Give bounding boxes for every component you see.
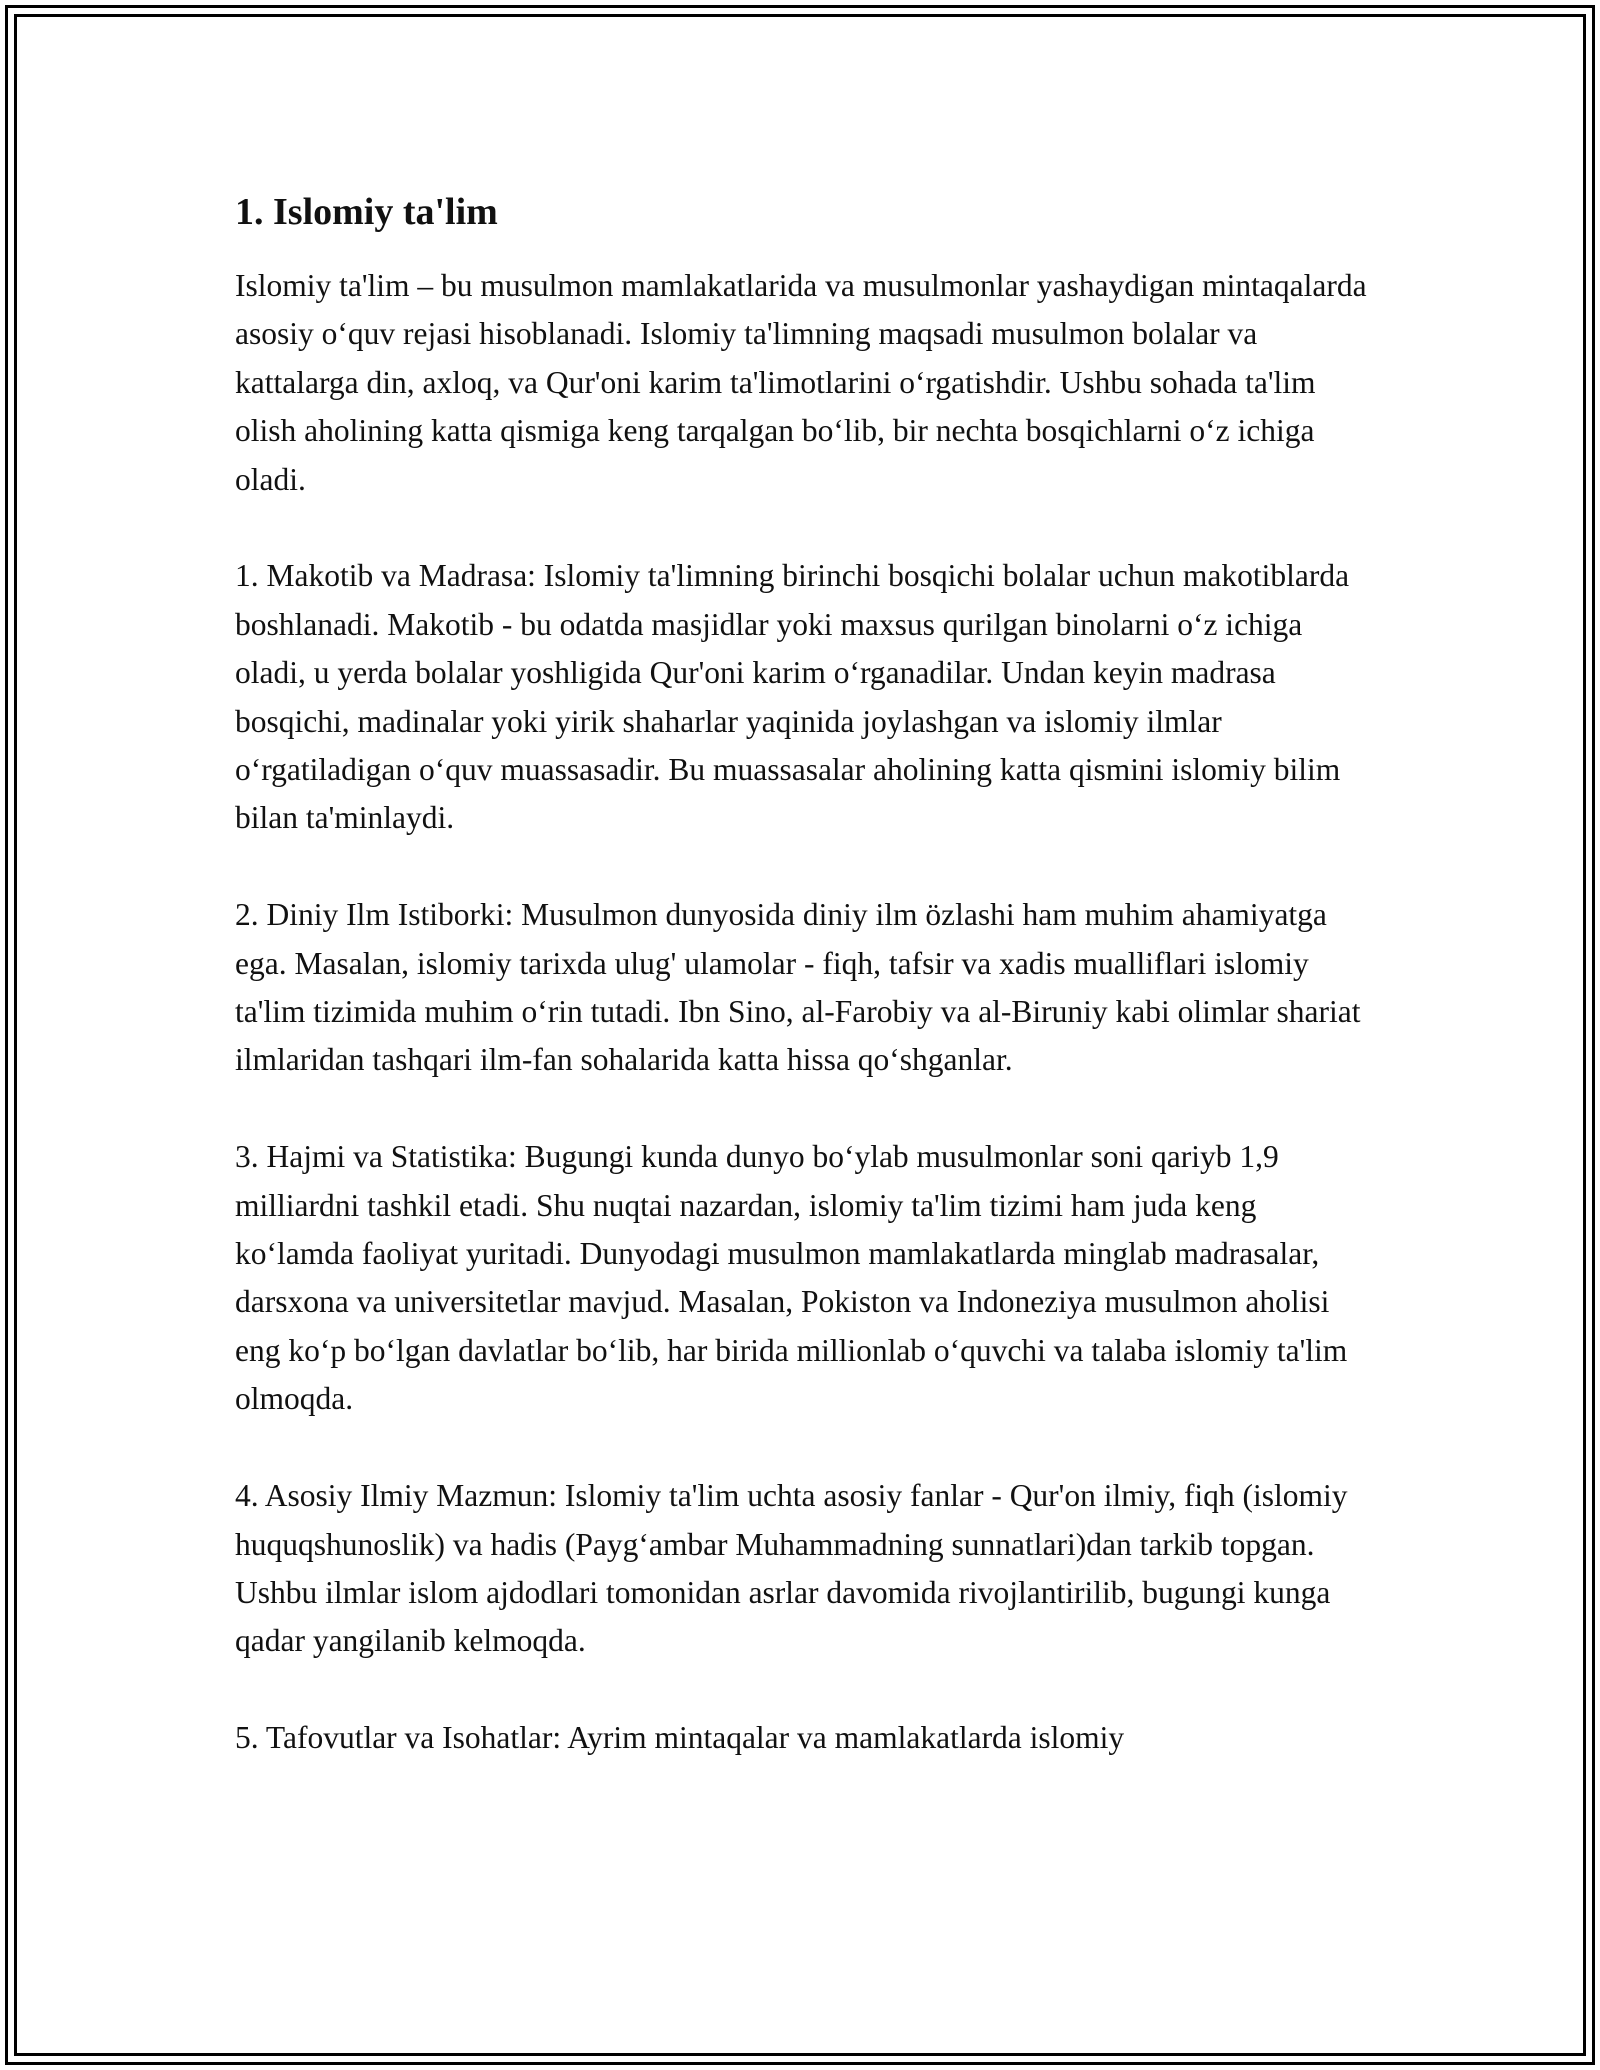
section-diniy-ilm: 2. Diniy Ilm Istiborki: Musulmon dunyosida diniy ilm özlashi ham muhim ahamiyatga ega. Masalan, islomiy tarixda ulug' ulamolar - fiqh, tafsir va xadis mualliflari islomiy ta'lim tizimida muhim o‘rin tutadi. Ibn Sino, al-Farobiy va al-Biruniy kabi olimlar shariat ilmlaridan tashqari ilm-fan sohalarida katta hissa qo‘shganlar. (235, 897, 1361, 1078)
page-title: 1. Islomiy ta'lim (235, 191, 498, 233)
section-asosiy-ilmiy-mazmun: 4. Asosiy Ilmiy Mazmun: Islomiy ta'lim uchta asosiy fanlar - Qur'on ilmiy, fiqh (islomiy huquqshunoslik) va hadis (Payg‘ambar Muhammadning sunnatlari)dan tarkib topgan. Ushbu ilmlar islom ajdodlari tomonidan asrlar davomida rivojlantirilib, bugungi kunga qadar yangilanib kelmoqda. (235, 1478, 1348, 1659)
intro-paragraph: Islomiy ta'lim – bu musulmon mamlakatlarida va musulmonlar yashaydigan mintaqalarda asosiy o‘quv rejasi hisoblanadi. Islomiy ta'limning maqsadi musulmon bolalar va kattalarga din, axloq, va Qur'oni karim ta'limotlarini o‘rgatishdir. Ushbu sohada ta'lim olish aholining katta qismiga keng tarqalgan bo‘lib, bir nechta bosqichlarni o‘z ichiga oladi. (235, 268, 1367, 497)
document-body (235, 188, 1370, 1811)
section-makotib-madrasa: 1. Makotib va Madrasa: Islomiy ta'limning birinchi bosqichi bolalar uchun makotiblarda boshlanadi. Makotib - bu odatda masjidlar yoki maxsus qurilgan binolarni o‘z ichiga oladi, u yerda bolalar yoshligida Qur'oni karim o‘rganadilar. Undan keyin madrasa bosqichi, madinalar yoki yirik shaharlar yaqinida joylashgan va islomiy ilmlar o‘rgatiladigan o‘quv muassasadir. Bu muassasalar aholining katta qismini islomiy bilim bilan ta'minlaydi. (235, 558, 1350, 836)
section-hajmi-statistika: 3. Hajmi va Statistika: Bugungi kunda dunyo bo‘ylab musulmonlar soni qariyb 1,9 milliardni tashkil etadi. Shu nuqtai nazardan, islomiy ta'lim tizimi ham juda keng ko‘lamda faoliyat yuritadi. Dunyodagi musulmon mamlakatlarda minglab madrasalar, darsxona va universitetlar mavjud. Masalan, Pokiston va Indoneziya musulmon aholisi eng ko‘p bo‘lgan davlatlar bo‘lib, har birida millionlab o‘quvchi va talaba islomiy ta'lim olmoqda. (235, 1139, 1348, 1417)
section-tafovutlar: 5. Tafovutlar va Isohatlar: Ayrim mintaqalar va mamlakatlarda islomiy (235, 1720, 1125, 1756)
